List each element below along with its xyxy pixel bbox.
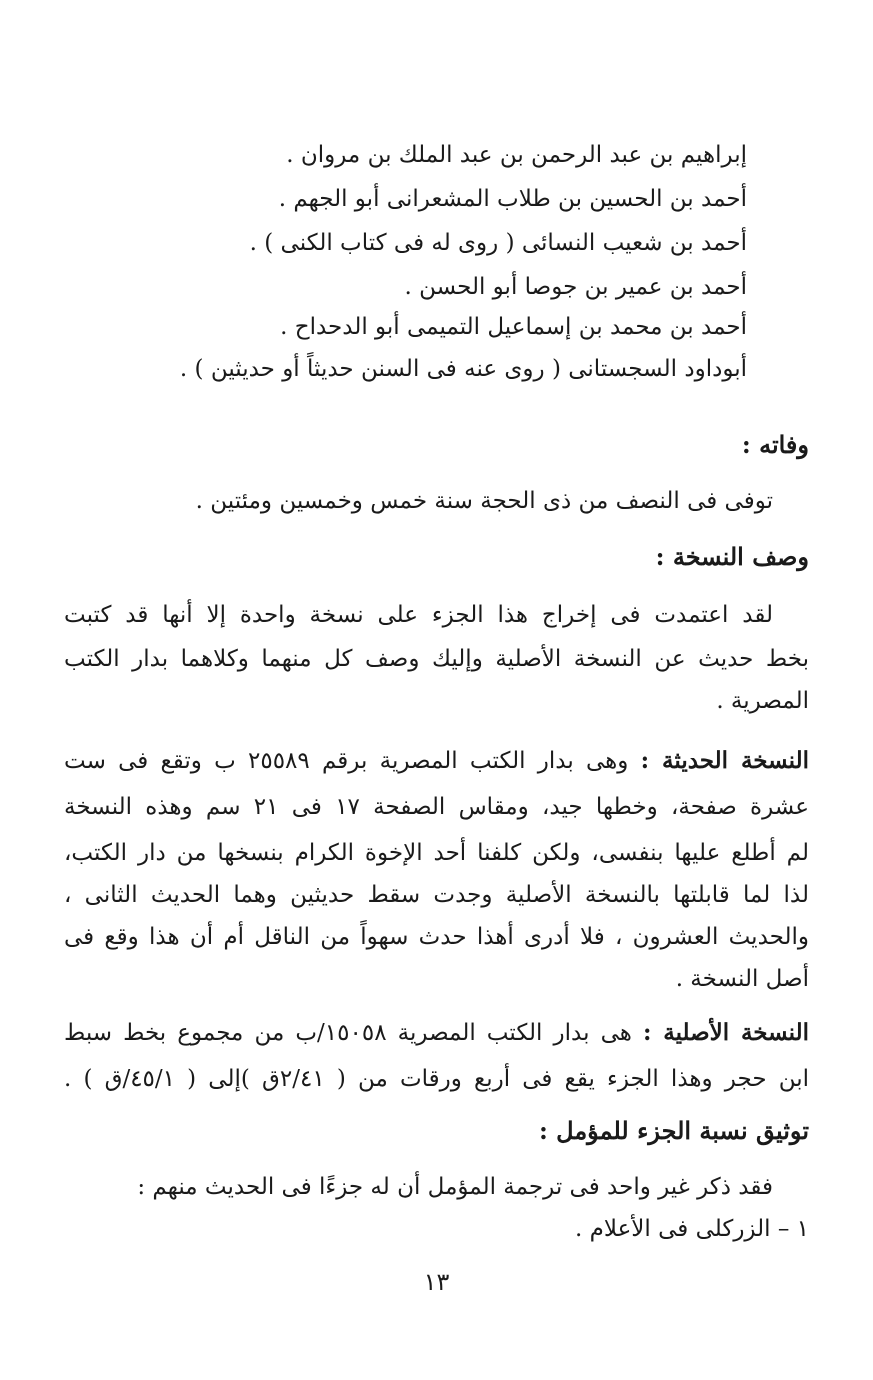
list-item: أحمد بن عمير بن جوصا أبو الحسن .	[404, 274, 747, 300]
modern-copy-label: النسخة الحديثة :	[640, 747, 809, 774]
list-item: أحمد بن الحسين بن طلاب المشعرانى أبو الجهم .	[278, 186, 747, 212]
modern-copy-line: والحديث العشرون ، فلا أدرى أهذا حدث سهواً من الناقل أم أن هذا وقع فى	[64, 924, 809, 950]
modern-copy-line: لذا لما قابلتها بالنسخة الأصلية وجدت سقط حديثين وهما الحديث الثانى ،	[64, 882, 809, 908]
intro-line: بخط حديث عن النسخة الأصلية وإليك وصف كل منهما وكلاهما بدار الكتب	[64, 646, 809, 672]
modern-copy-line: أصل النسخة .	[675, 966, 809, 992]
list-item: أبوداود السجستانى ( روى عنه فى السنن حديثاً أو حديثين ) .	[179, 356, 747, 382]
original-copy-line: ابن حجر وهذا الجزء يقع فى أربع ورقات من ( ٢/٤١ق )إلى ( ٤٥/١/ق ) .	[64, 1066, 809, 1092]
original-copy-text: هى بدار الكتب المصرية ١٥٠٥٨/ب من مجموع بخط سبط	[64, 1020, 632, 1046]
original-copy-label: النسخة الأصلية :	[642, 1019, 810, 1046]
original-copy-line	[64, 1016, 809, 1050]
list-item: إبراهيم بن عبد الرحمن بن عبد الملك بن مروان .	[286, 142, 747, 168]
attribution-list-item: ١ – الزركلى فى الأعلام .	[574, 1216, 809, 1242]
death-text: توفى فى النصف من ذى الحجة سنة خمس وخمسين ومئتين .	[195, 488, 773, 514]
modern-copy-line: عشرة صفحة، وخطها جيد، ومقاس الصفحة ١٧ فى ٢١ سم وهذه النسخة	[64, 794, 809, 820]
intro-line: لقد اعتمدت فى إخراج هذا الجزء على نسخة واحدة إلا أنها قد كتبت	[64, 602, 773, 628]
modern-copy-line: لم أطلع عليها بنفسى، ولكن كلفنا أحد الإخوة الكرام بنسخها من دار الكتب،	[64, 840, 809, 866]
list-item: أحمد بن شعيب النسائى ( روى له فى كتاب الكنى ) .	[249, 230, 747, 256]
list-item: أحمد بن محمد بن إسماعيل التميمى أبو الدحداح .	[280, 314, 747, 340]
manuscript-heading: وصف النسخة :	[655, 542, 809, 571]
modern-copy-line	[64, 744, 809, 778]
intro-line: المصرية .	[716, 688, 809, 714]
page-number: ١٣	[423, 1268, 450, 1296]
attribution-text: فقد ذكر غير واحد فى ترجمة المؤمل أن له جزءًا فى الحديث منهم :	[137, 1174, 773, 1200]
attribution-heading: توثيق نسبة الجزء للمؤمل :	[538, 1116, 809, 1145]
modern-copy-text: وهى بدار الكتب المصرية برقم ٢٥٥٨٩ ب وتقع فى ست	[64, 748, 629, 774]
death-heading: وفاته :	[741, 430, 809, 459]
